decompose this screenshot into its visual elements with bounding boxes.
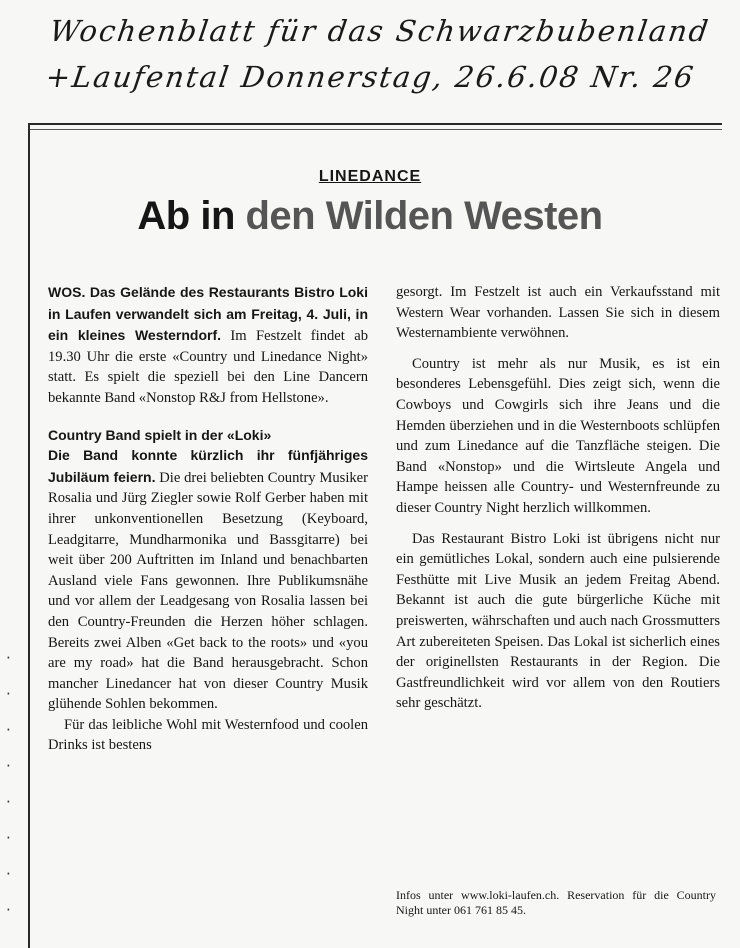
top-rule-thin [28,129,722,130]
intro-rest: Im Festzelt findet ab 19.30 Uhr die erste «Country und Linedance Night» statt. Es spielt die speziell bei den Line Dancern bekannte Band «Nonstop R&J from Hellstone». [48,328,368,406]
top-rule [28,123,722,125]
band-lead: Die Band konnte kürzlich ihr fünfjähriges Jubiläum feiern. [48,447,368,485]
paragraph-restaurant: Das Restaurant Bistro Loki ist übrigens nicht nur ein gemütliches Lokal, sondern auch eine pulsierende Festhütte mit Live Musik an jedem Freitag Abend. Bekannt ist auch die gute bürgerliche Küche mit preiswerten, währschaften und auch nach Grossmutters Art zubereiteten Speisen. Das Lokal ist sicherlich eines der originellsten Restaurants in der Region. Die Gastfreundlichkeit wird vor allem von den Routiers sehr geschätzt. [396,530,720,712]
article-column-right [396,282,720,714]
paragraph-intro [48,282,368,409]
margin-marks: · · · · · · · · [6,649,11,919]
paragraph-band [48,445,368,715]
paragraph-food-start: Für das leibliche Wohl mit Westernfood und coolen Drinks ist bestens [48,716,368,754]
article-subhead: Country Band spielt in der «Loki» [48,426,272,443]
band-rest: Die drei beliebten Country Musiker Rosalia und Jürg Ziegler sowie Rolf Gerber haben mit ihrer unkonventionellen Besetzung (Keyboard, Leadgitarre, Mundharmonika und Bassgitarre) bei weit über 200 Auftritten im Inland und benachbarten Ausland viele Fans gewonnen. Ihre Publikumsnähe und vor allem der Leadgesang von Rosalia lassen bei den Country-Freunden die Herzen höher schlagen. Bereits zwei Alben «Get back to the roots» und «you are my road» hat die Band herausgebracht. Schon mancher Linedancer hat von dieser Country Musik glühende Sohlen bekommen. [48,469,369,713]
handwritten-line-2: +Laufental Donnerstag, 26.6.08 Nr. 26 [43,60,698,94]
handwritten-line-1: Wochenblatt für das Schwarzbubenland [47,14,713,48]
article-column-left [48,282,368,756]
article-kicker: LINEDANCE [318,168,422,185]
left-rule [28,123,30,948]
paragraph-lifestyle: Country ist mehr als nur Musik, es ist ein besonderes Lebensgefühl. Dies zeigt sich, wenn die Cowboys und Cowgirls sich ihre Jeans und die Hemden überziehen und in die Westernboots schlüpfen und zum Linedance auf die Tanzfläche steigen. Die Band «Nonstop» und die Wirtsleute Angela und Hampe heissen alle Country- und Westernfreunde zu dieser Country Night herzlich willkommen. [396,355,720,516]
article-headline [0,194,740,239]
intro-lead: WOS. Das Gelände des Restaurants Bistro Loki in Laufen verwandelt sich am Freitag, 4. Juli, in ein kleines Westerndorf. [48,284,368,344]
info-footer: Infos unter www.loki-laufen.ch. Reservation für die Country Night unter 061 761 85 45. [396,888,716,917]
headline-part-1: Ab in [137,194,246,238]
headline-part-2: den Wilden Westen [245,194,603,238]
paragraph-food-end: gesorgt. Im Festzelt ist auch ein Verkaufsstand mit Western Wear vorhanden. Lassen Sie sich in diesem Westernambiente verwöhnen. [396,284,720,342]
